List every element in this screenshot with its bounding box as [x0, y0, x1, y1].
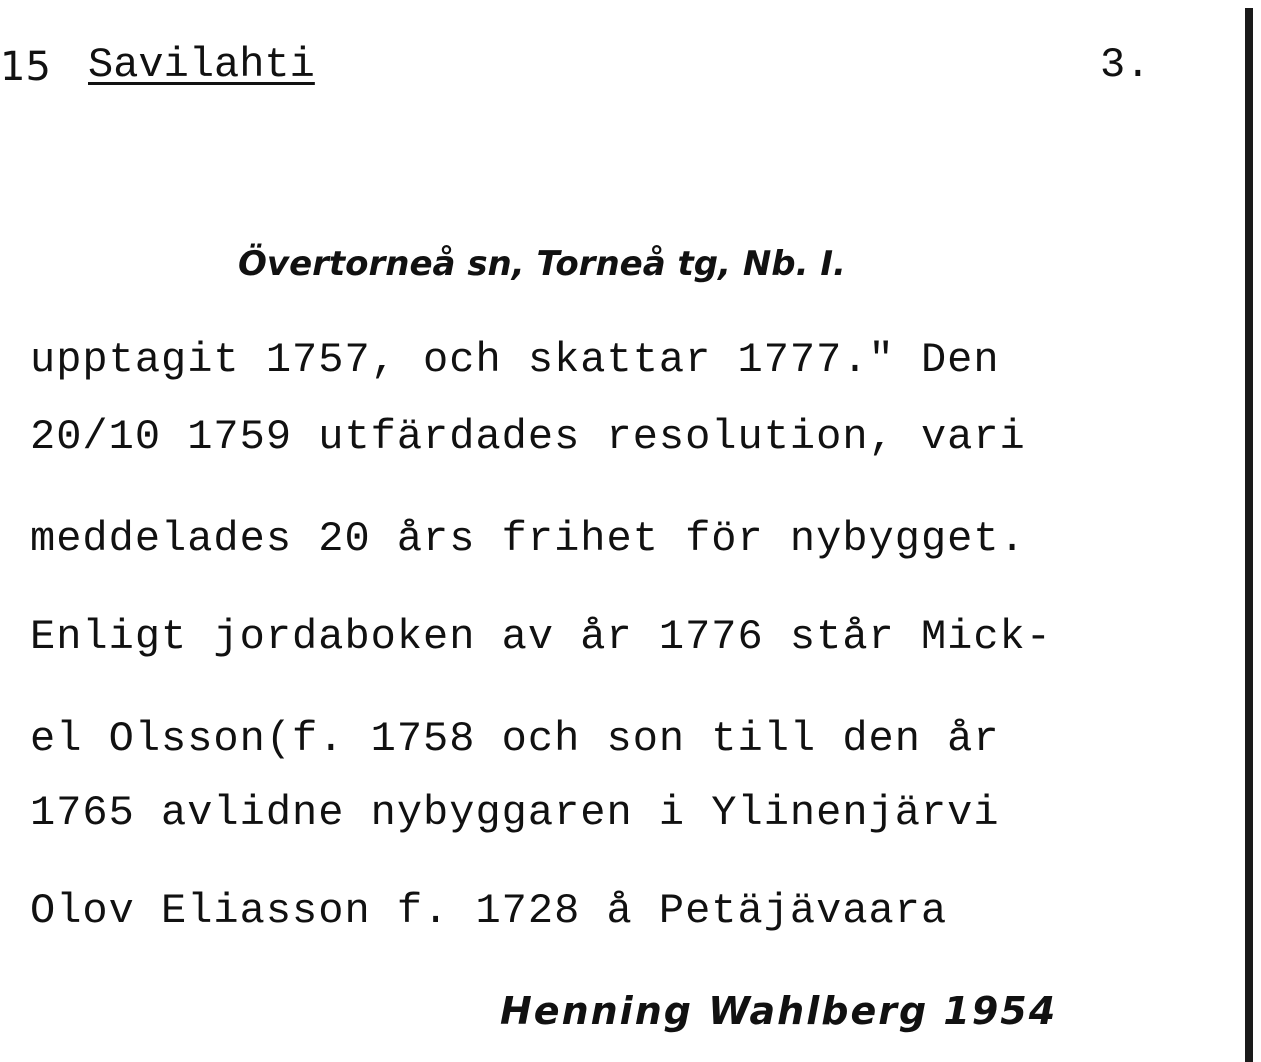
body-line-4: Enligt jordaboken av år 1776 står Mick-: [30, 613, 1052, 661]
body-line-6: 1765 avlidne nybyggaren i Ylinenjärvi: [30, 789, 1000, 837]
body-line-1: upptagit 1757, och skattar 1777." Den: [30, 336, 1000, 384]
card-page-number: 3.: [1100, 41, 1151, 89]
entry-number: 15: [0, 44, 51, 90]
body-line-2: 20/10 1759 utfärdades resolution, vari: [30, 413, 1026, 461]
body-line-3: meddelades 20 års frihet för nybygget.: [30, 515, 1026, 563]
body-line-7: Olov Eliasson f. 1728 å Petäjävaara: [30, 887, 948, 935]
parish-stamp: Övertorneå sn, Torneå tg, Nb. I.: [238, 244, 846, 284]
body-line-5: el Olsson(f. 1758 och son till den år: [30, 715, 1000, 763]
place-name-heading: Savilahti: [88, 41, 315, 89]
signature-stamp: Henning Wahlberg 1954: [500, 989, 1058, 1033]
card-edge-border: [1245, 8, 1253, 1062]
